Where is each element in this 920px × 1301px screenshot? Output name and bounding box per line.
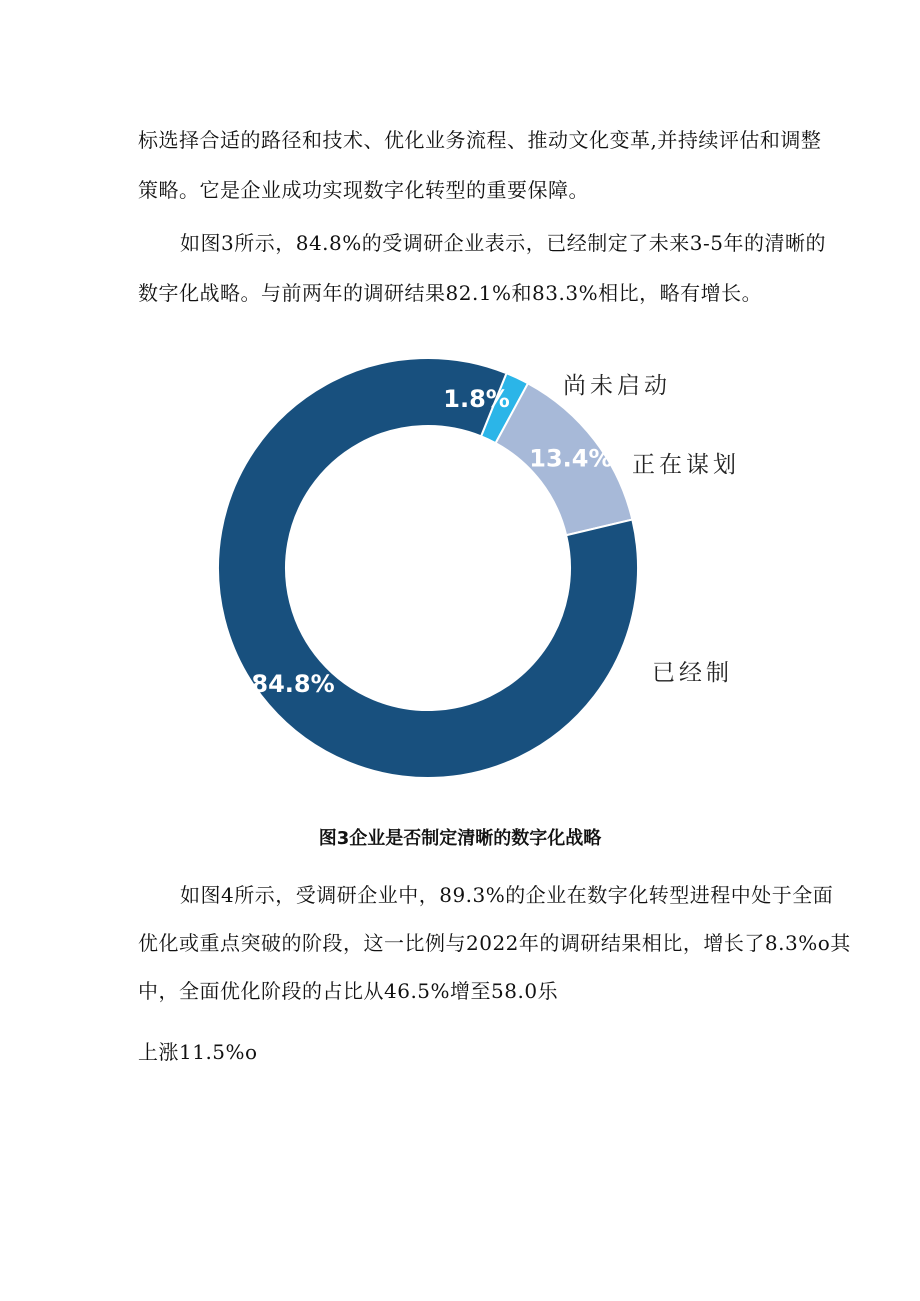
paragraph-3-line-1: 如图4所示，受调研企业中，89.3%的企业在数字化转型进程中处于全面 <box>180 883 834 907</box>
paragraph-1-line-1: 标选择合适的路径和技术、优化业务流程、推动文化变革,并持续评估和调整 <box>138 128 822 152</box>
category-label: 已经制 <box>652 660 733 686</box>
donut-chart <box>0 335 920 795</box>
category-label: 正在谋划 <box>632 452 740 478</box>
paragraph-3-line-2: 优化或重点突破的阶段，这一比例与2022年的调研结果相比，增长了8.3%o其 <box>138 931 851 955</box>
value-label: 1.8% <box>443 384 510 413</box>
category-label: 尚未启动 <box>563 373 671 399</box>
paragraph-2-line-1: 如图3所示，84.8%的受调研企业表示，已经制定了未来3-5年的清晰的 <box>180 231 826 255</box>
value-label: 13.4% <box>529 444 613 473</box>
value-label: 84.8% <box>251 670 335 699</box>
figure-caption: 图3企业是否制定清晰的数字化战略 <box>318 828 602 849</box>
paragraph-2-line-2: 数字化战略。与前两年的调研结果82.1%和83.3%相比，略有增长。 <box>138 281 763 305</box>
paragraph-3-line-4: 上涨11.5%o <box>138 1040 258 1064</box>
donut-slices <box>218 358 638 778</box>
paragraph-1-line-2: 策略。它是企业成功实现数字化转型的重要保障。 <box>138 178 589 202</box>
paragraph-3-line-3: 中，全面优化阶段的占比从46.5%增至58.0乐 <box>138 979 559 1003</box>
